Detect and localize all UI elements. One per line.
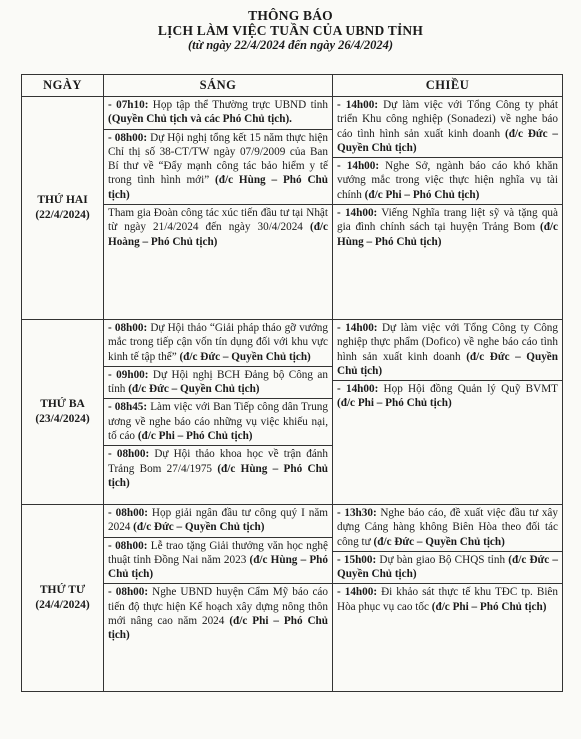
schedule-entry bbox=[104, 97, 332, 130]
entry-assignee: (đ/c Phi – Phó Chủ tịch) bbox=[108, 615, 329, 642]
entry-time: - 07h10: bbox=[108, 99, 149, 111]
schedule-entry bbox=[104, 446, 332, 492]
date-range: (từ ngày 22/4/2024 đến ngày 26/4/2024) bbox=[187, 38, 394, 52]
schedule-entry bbox=[104, 320, 332, 367]
day-cell bbox=[22, 97, 104, 320]
day-row bbox=[22, 320, 563, 505]
morning-cell bbox=[104, 505, 333, 692]
entry-time: - 08h00: bbox=[108, 507, 148, 519]
entry-time: - 14h00: bbox=[337, 99, 379, 111]
entry-assignee: (đ/c Đức – Quyền Chủ tịch) bbox=[179, 350, 311, 363]
entry-text: Dự Hội nghị BCH Đảng bộ Công an tỉnh bbox=[108, 368, 328, 396]
afternoon-cell bbox=[333, 505, 563, 692]
entry-time: - 08h45: bbox=[108, 401, 148, 414]
schedule-title: LỊCH LÀM VIỆC TUẦN CỦA UBND TỈNH bbox=[157, 23, 424, 38]
entry-time: - 14h00: bbox=[337, 383, 379, 396]
day-name: THỨ BA bbox=[40, 398, 85, 410]
entry-text: Họp giải ngân đầu tư công quý I năm 2024 bbox=[108, 507, 328, 534]
schedule-entry bbox=[104, 130, 332, 205]
entry-time: - 09h00: bbox=[108, 368, 149, 381]
schedule-entry bbox=[333, 158, 562, 205]
entry-time: - 08h00: bbox=[108, 322, 148, 334]
entry-assignee: (đ/c Đức – Quyền Chủ tịch) bbox=[337, 553, 558, 581]
entry-assignee: (đ/c Hùng – Phó Chủ tịch) bbox=[108, 462, 329, 489]
entry-text: Dự Hội thảo “Giải pháp tháo gỡ vướng mắc trong tiếp cận vốn tín dụng đối với khu vực kinh tế tập thể” bbox=[108, 322, 328, 363]
entry-text: Dự Hội nghị tổng kết 15 năm thực hiện Chỉ thị số 38-CT/TW ngày 07/9/2009 của Ban Bí thư về “Đẩy mạnh công tác bảo hiểm y tế trong tình hình mới” bbox=[108, 131, 328, 187]
entry-assignee: (đ/c Hùng – Phó Chủ tịch) bbox=[108, 174, 328, 201]
entry-assignee: (đ/c Đức – Quyền Chủ tịch) bbox=[128, 383, 260, 396]
schedule-entry bbox=[104, 367, 332, 400]
entry-assignee: (đ/c Đức – Quyền Chủ tịch) bbox=[337, 350, 558, 377]
entry-text: Dự làm việc với Tổng Công ty Công nghiệp thực phẩm (Dofico) về nghe báo cáo tình hình sản xuất kinh doanh bbox=[337, 322, 558, 363]
col-header-afternoon: CHIỀU bbox=[333, 75, 563, 97]
table-header-row bbox=[22, 75, 563, 97]
entry-text: Dự Hội thảo khoa học về trận đánh Trảng Bom 27/4/1975 bbox=[108, 448, 328, 475]
entry-time: - 15h00: bbox=[337, 553, 377, 566]
entry-time: - 13h30: bbox=[337, 507, 377, 519]
entry-assignee: (đ/c Hùng – Phó Chủ tịch) bbox=[337, 221, 558, 248]
day-cell bbox=[22, 505, 104, 692]
entry-text: Nghe báo cáo, đề xuất việc đầu tư xây dựng Cảng hàng không Biên Hòa theo đối tác công tư bbox=[337, 507, 558, 548]
entry-assignee: (đ/c Phi – Phó Chủ tịch) bbox=[364, 188, 480, 201]
entry-assignee: (đ/c Đức – Quyền Chủ tịch) bbox=[337, 127, 559, 154]
notice-title: THÔNG BÁO bbox=[248, 8, 333, 23]
schedule-entry bbox=[104, 505, 332, 538]
day-name: THỨ HAI bbox=[37, 194, 88, 206]
schedule-entry bbox=[333, 381, 562, 413]
day-cell bbox=[22, 320, 104, 505]
schedule-entry bbox=[333, 584, 562, 616]
entry-time: - 14h00: bbox=[337, 586, 378, 599]
entry-text: Tham gia Đoàn công tác xúc tiến đầu tư tại Nhật từ ngày 21/4/2024 đến ngày 30/4/2024 bbox=[108, 207, 328, 234]
entry-time: - 08h00: bbox=[108, 539, 148, 552]
schedule-entry bbox=[333, 320, 562, 381]
col-header-morning: SÁNG bbox=[104, 75, 333, 97]
entry-assignee: (đ/c Đức – Quyền Chủ tịch) bbox=[133, 521, 265, 534]
entry-text: Họp Hội đồng Quản lý Quỹ BVMT bbox=[378, 383, 558, 396]
entry-assignee: (đ/c Phi – Phó Chủ tịch) bbox=[337, 397, 452, 410]
entry-assignee: (đ/c Hùng – Phó Chủ tịch) bbox=[108, 553, 328, 581]
col-header-day: NGÀY bbox=[22, 75, 104, 97]
document-header bbox=[0, 8, 581, 53]
day-date: (24/4/2024) bbox=[35, 599, 90, 611]
entry-text: Nghe Sở, ngành báo cáo khó khăn vướng mắc trong việc thực hiện nghĩa vụ tài chính bbox=[337, 160, 558, 201]
schedule-table bbox=[21, 74, 563, 692]
morning-cell bbox=[104, 320, 333, 505]
schedule-entry bbox=[333, 552, 562, 585]
afternoon-cell bbox=[333, 97, 563, 320]
entry-text: Viếng Nghĩa trang liệt sỹ và tặng quà gia đình chính sách tại huyện Trảng Bom bbox=[337, 207, 558, 234]
entry-assignee: (đ/c Phi – Phó Chủ tịch) bbox=[431, 600, 547, 613]
day-name: THỨ TƯ bbox=[39, 584, 86, 596]
entry-text: Họp tập thể Thường trực UBND tỉnh bbox=[148, 99, 328, 111]
afternoon-cell bbox=[333, 320, 563, 505]
entry-text: Nghe UBND huyện Cẩm Mỹ báo cáo tiến độ thực hiện Kế hoạch xây dựng nông thôn mới nâng cao năm 2024 bbox=[108, 586, 328, 628]
day-date: (22/4/2024) bbox=[35, 209, 90, 221]
day-date: (23/4/2024) bbox=[35, 413, 90, 425]
schedule-entry bbox=[333, 97, 562, 158]
entry-assignee: (đ/c Phi – Phó Chủ tịch) bbox=[137, 430, 253, 443]
schedule-entry bbox=[333, 505, 562, 552]
entry-time: - 08h00: bbox=[108, 131, 148, 144]
entry-time: - 14h00: bbox=[337, 322, 378, 334]
schedule-entry bbox=[104, 205, 332, 251]
entry-time: - 14h00: bbox=[337, 160, 380, 173]
entry-time: - 08h00: bbox=[108, 586, 149, 599]
day-row bbox=[22, 505, 563, 692]
day-row bbox=[22, 97, 563, 320]
schedule-entry bbox=[104, 399, 332, 446]
entry-assignee: (đ/c Hoàng – Phó Chủ tịch) bbox=[108, 221, 328, 248]
entry-time: - 14h00: bbox=[337, 207, 378, 220]
entry-assignee: (Quyền Chủ tịch và các Phó Chủ tịch). bbox=[108, 113, 292, 126]
entry-text: Làm việc với Ban Tiếp công dân Trung ương về nghe báo cáo những vụ việc khiếu nại, tố cáo bbox=[108, 401, 328, 443]
entry-text: Dự bàn giao Bộ CHQS tỉnh bbox=[376, 553, 509, 566]
entry-text: Lễ trao tặng Giải thưởng văn học nghệ thuật tỉnh Đồng Nai năm 2023 bbox=[108, 539, 328, 566]
entry-time: - 08h00: bbox=[108, 448, 150, 461]
schedule-entry bbox=[333, 205, 562, 251]
entry-assignee: (đ/c Đức – Quyền Chủ tịch) bbox=[373, 535, 505, 548]
schedule-entry bbox=[104, 538, 332, 585]
schedule-entry bbox=[104, 584, 332, 644]
entry-text: Đi khảo sát thực tế khu TĐC tp. Biên Hòa phục vụ cao tốc bbox=[337, 586, 558, 613]
entry-text: Dự làm việc với Tổng Công ty phát triển Khu công nghiệp (Sonadezi) về nghe báo cáo tình hình sản xuất kinh doanh bbox=[337, 99, 558, 140]
morning-cell bbox=[104, 97, 333, 320]
